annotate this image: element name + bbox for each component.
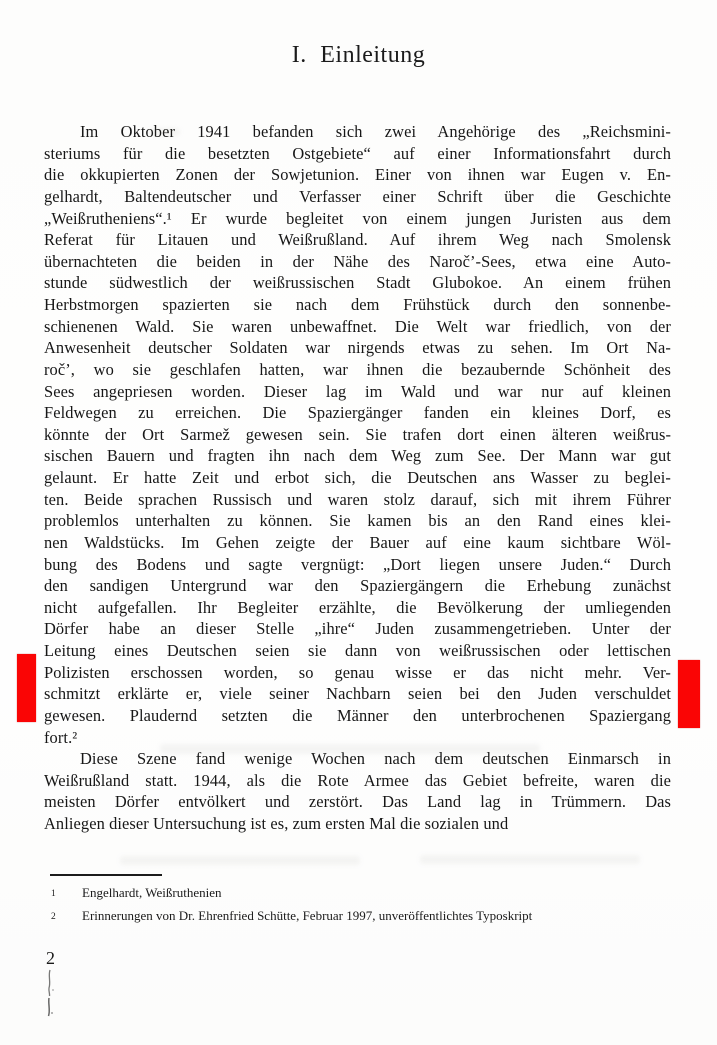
footnote-text: Engelhardt, Weißruthenien bbox=[82, 885, 222, 900]
text-line: Referat für Litauen und Weißrußland. Auf ihrem Weg nach Smolensk bbox=[44, 230, 671, 250]
page-number: 2 bbox=[46, 948, 55, 968]
text-line: Leitung eines Deutschen seien sie dann von weißrussischen oder lettischen bbox=[44, 641, 671, 660]
text-line: Weißrußland statt. 1944, als die Rote Armee das Gebiet befreite, waren die bbox=[44, 770, 671, 790]
pen-mark-artifact bbox=[42, 968, 62, 1018]
footnote-separator bbox=[50, 874, 162, 876]
paragraph bbox=[44, 121, 671, 748]
scan-bleed-artifact bbox=[120, 856, 360, 865]
text-line: steriums für die besetzten Ostgebiete“ auf einer Informationsfahrt durch bbox=[44, 143, 671, 163]
text-line: Herbstmorgen spazierten sie nach dem Frühstück durch den sonnenbe- bbox=[44, 295, 671, 314]
footnote bbox=[44, 882, 671, 905]
text-line: schmitzt erklärte er, viele seiner Nachbarn seien bei den Juden verschuldet bbox=[44, 684, 671, 704]
left-margin-highlight-mark bbox=[17, 654, 36, 722]
text-line: Feldwegen zu erreichen. Die Spaziergänger fanden ein kleines Dorf, es bbox=[44, 403, 671, 423]
footnote-marker: 1 bbox=[51, 889, 56, 899]
text-line: den sandigen Untergrund war den Spaziergängern die Erhebung zunächst bbox=[44, 576, 671, 596]
text-line: Dörfer habe an dieser Stelle „ihre“ Juden zusammengetrieben. Unter der bbox=[44, 619, 671, 639]
text-line: ten. Beide sprachen Russisch und waren stolz darauf, sich mit ihrem Führer bbox=[44, 489, 671, 509]
right-margin-highlight-mark bbox=[678, 660, 700, 728]
text-line: gelhardt, Baltendeutscher und Verfasser einer Schrift über die Geschichte bbox=[44, 186, 671, 206]
text-line: „Weißrutheniens“.¹ Er wurde begleitet von einem jungen Juristen aus dem bbox=[44, 208, 671, 228]
text-line: meisten Dörfer entvölkert und zerstört. Das Land lag in Trümmern. Das bbox=[44, 792, 671, 812]
text-line: schienenen Wald. Sie waren unbewaffnet. Die Welt war friedlich, von der bbox=[44, 316, 671, 336]
text-line: nen Waldstücks. Im Gehen zeigte der Bauer auf eine kaum sichtbare Wöl- bbox=[44, 532, 671, 552]
text-line: Im Oktober 1941 befanden sich zwei Angehörige des „Reichsmini- bbox=[80, 122, 671, 141]
text-line: roč’, wo sie geschlafen hatten, war ihnen die bezaubernde Schönheit des bbox=[44, 359, 671, 379]
body-text bbox=[44, 121, 671, 835]
footnote-marker: 2 bbox=[51, 912, 56, 922]
text-line: fort.² bbox=[44, 727, 78, 747]
text-line: Anliegen dieser Untersuchung ist es, zum ersten Mal die sozialen und bbox=[44, 814, 509, 833]
footnote bbox=[44, 905, 671, 928]
text-line: Polizisten erschossen worden, so genau wisse er das nicht mehr. Ver- bbox=[44, 662, 671, 682]
text-line: problemlos unterhalten zu können. Sie kamen bis an den Rand eines klei- bbox=[44, 511, 671, 531]
text-line: nicht aufgefallen. Ihr Begleiter erzählte, die Bevölkerung der umliegenden bbox=[44, 597, 671, 617]
text-line: könnte der Ort Sarmež gewesen sein. Sie trafen dort einen älteren weißrus- bbox=[44, 424, 671, 444]
text-line: Anwesenheit deutscher Soldaten war nirgends etwas zu sehen. Im Ort Na- bbox=[44, 338, 671, 358]
text-line: stunde südwestlich der weißrussischen Stadt Glubokoe. An einem frühen bbox=[44, 273, 671, 293]
text-line: sischen Bauern und fragten ihn nach dem Weg zum See. Der Mann war gut bbox=[44, 446, 671, 466]
text-line: bung des Bodens und sagte vergnügt: „Dort liegen unsere Juden.“ Durch bbox=[44, 554, 671, 574]
page-title: I. Einleitung bbox=[291, 42, 426, 68]
text-line: gelaunt. Er hatte Zeit und erbot sich, die Deutschen ans Wasser zu beglei- bbox=[44, 468, 671, 487]
footnote-text: Erinnerungen von Dr. Ehrenfried Schütte, Februar 1997, unveröffentlichtes Typoskript bbox=[82, 908, 533, 923]
scan-bleed-artifact bbox=[420, 855, 640, 864]
text-line: übernachteten die beiden in der Nähe des Naroč’-Sees, etwa eine Auto- bbox=[44, 251, 671, 271]
paragraph bbox=[44, 748, 671, 835]
text-line: Diese Szene fand wenige Wochen nach dem deutschen Einmarsch in bbox=[80, 749, 671, 769]
footnotes bbox=[44, 882, 671, 928]
text-line: Sees angepriesen worden. Dieser lag im Wald und war nur auf kleinen bbox=[44, 381, 671, 401]
text-line: die okkupierten Zonen der Sowjetunion. Einer von ihnen war Eugen v. En- bbox=[44, 165, 671, 185]
text-line: gewesen. Plaudernd setzten die Männer den unterbrochenen Spaziergang bbox=[44, 705, 671, 725]
